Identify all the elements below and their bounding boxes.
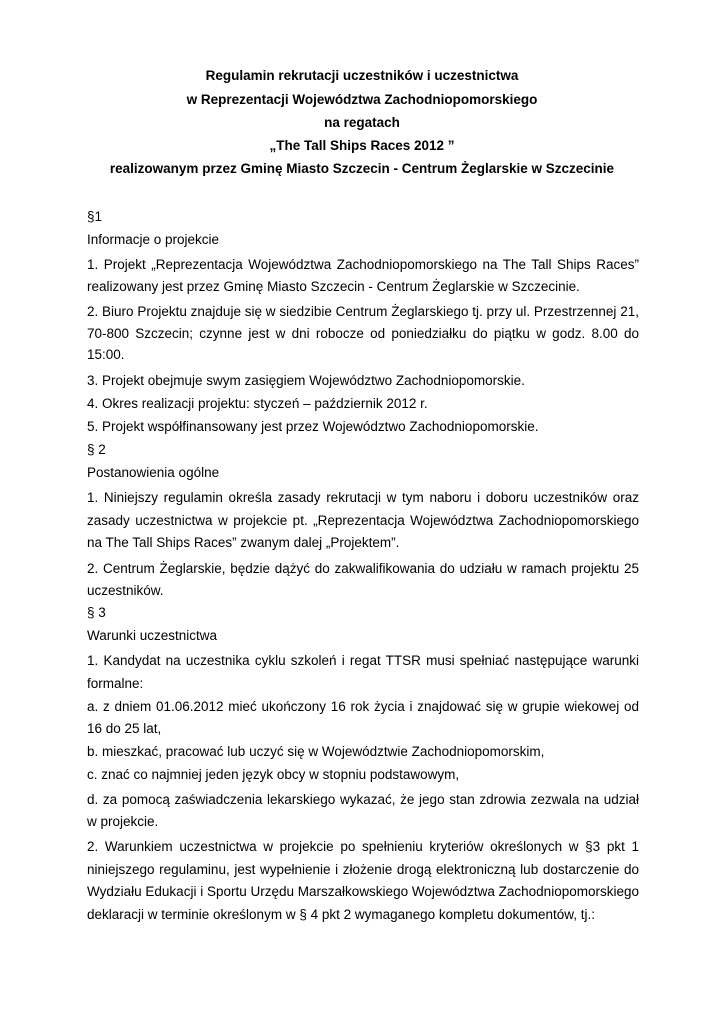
title-line-4: „The Tall Ships Races 2012 ” <box>269 138 455 153</box>
section-3-point-1: 1. Kandydat na uczestnika cyklu szkoleń i regat TTSR musi spełniać następujące warunki formalne: <box>87 653 639 691</box>
section-1-point-3: 3. Projekt obejmuje swym zasięgiem Województwo Zachodniopomorskie. <box>87 373 525 388</box>
section-2-point-1: 1. Niniejszy regulamin określa zasady rekrutacji w tym naboru i doboru uczestników oraz zasady uczestnictwa w projekcie pt. „Reprezentacja Województwa Zachodniopomorskiego na The Tall Ships Races” zwanym dalej „Projektem”. <box>87 490 639 550</box>
section-1-point-2: 2. Biuro Projektu znajduje się w siedzibie Centrum Żeglarskiego tj. przy ul. Przestrzennej 21, 70-800 Szczecin; czynne jest w dni robocze od poniedziałku do piątku w godz. 8.00 do 15:00. <box>87 304 639 362</box>
section-3-item-b: b. mieszkać, pracować lub uczyć się w Województwie Zachodniopomorskim, <box>87 744 545 759</box>
section-3-mark: § 3 <box>87 605 106 620</box>
title-line-2: w Reprezentacji Województwa Zachodniopomorskiego <box>186 92 538 107</box>
title-line-5: realizowanym przez Gminę Miasto Szczecin - Centrum Żeglarskie w Szczecinie <box>109 161 615 176</box>
section-3-point-2: 2. Warunkiem uczestnictwa w projekcie po spełnieniu kryteriów określonych w §3 pkt 1 niniejszego regulaminu, jest wypełnienie i złożenie drogą elektroniczną lub dostarczenie do Wydziału Edukacji i Sportu Urzędu Marszałkowskiego Województwa Zachodniopomorskiego deklaracji w terminie określonym w § 4 pkt 2 wymaganego kompletu dokumentów, tj.: <box>87 839 639 922</box>
section-1-heading: Informacje o projekcie <box>87 232 220 247</box>
section-3-item-c: c. znać co najmniej jeden język obcy w stopniu podstawowym, <box>87 767 460 782</box>
section-3-item-a: a. z dniem 01.06.2012 mieć ukończony 16 rok życia i znajdować się w grupie wiekowej od 16 do 25 lat, <box>87 699 639 736</box>
section-1-point-4: 4. Okres realizacji projektu: styczeń – październik 2012 r. <box>87 396 428 411</box>
title-line-1: Regulamin rekrutacji uczestników i uczestnictwa <box>205 68 519 83</box>
section-1-mark: §1 <box>87 209 103 224</box>
section-3-item-d: d. za pomocą zaświadczenia lekarskiego wykazać, że jego stan zdrowia zezwala na udział w projekcie. <box>87 792 639 829</box>
section-2-point-2: 2. Centrum Żeglarskie, będzie dążyć do zakwalifikowania do udziału w ramach projektu 25 uczestników. <box>87 561 639 598</box>
section-2-mark: § 2 <box>87 442 106 457</box>
section-1-point-1: 1. Projekt „Reprezentacja Województwa Zachodniopomorskiego na The Tall Ships Races” realizowany jest przez Gminę Miasto Szczecin - Centrum Żeglarskie w Szczecinie. <box>87 257 639 294</box>
section-3-heading: Warunki uczestnictwa <box>87 628 218 643</box>
section-1-point-5: 5. Projekt współfinansowany jest przez Województwo Zachodniopomorskie. <box>87 419 539 434</box>
title-line-3: na regatach <box>324 115 400 130</box>
section-2-heading: Postanowienia ogólne <box>87 465 220 480</box>
